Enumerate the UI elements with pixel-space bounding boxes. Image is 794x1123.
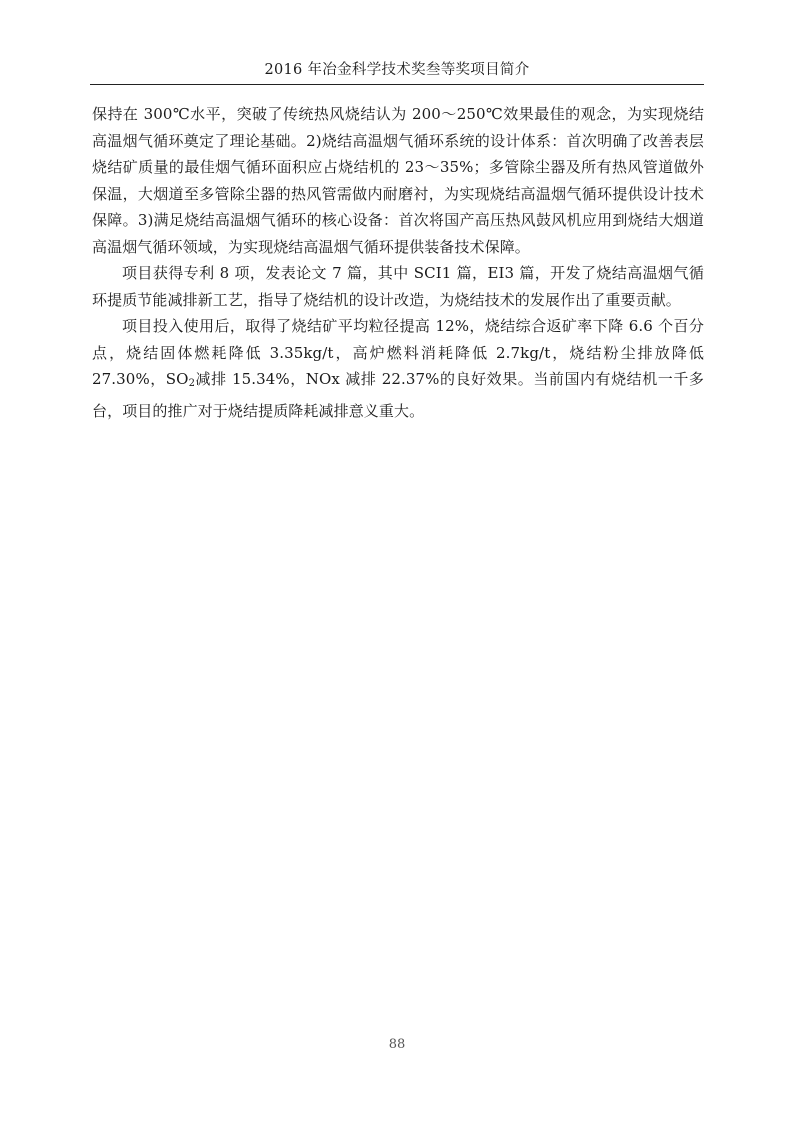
paragraph-achievements: 项目获得专利 8 项，发表论文 7 篇，其中 SCI1 篇，EI3 篇，开发了烧结高温烟气循环提质节能减排新工艺，指导了烧结机的设计改造，为烧结技术的发展作出了重要贡献。 (92, 264, 704, 309)
so2-subscript: 2 (188, 378, 196, 389)
paragraph-continuation: 保持在 300℃水平，突破了传统热风烧结认为 200～250℃效果最佳的观念，为实现烧结高温烟气循环奠定了理论基础。2)烧结高温烟气循环系统的设计体系：首次明确了改善表层烧结矿质量的最佳烟气循环面积应占烧结机的 23～35%；多管除尘器及所有热风管道做外保温，大烟道至多管除尘器的热风管需做内耐磨衬，为实现烧结高温烟气循环提供设计技术保障。3)满足烧结高温烟气循环的核心设备：首次将国产高压热风鼓风机应用到烧结大烟道高温烟气循环领域，为实现烧结高温烟气循环提供装备技术保障。 (92, 105, 704, 256)
page-number: 88 (388, 1037, 406, 1052)
header-divider (90, 84, 704, 85)
results-text-part1: 项目投入使用后，取得了烧结矿平均粒径提高 12%，烧结综合返矿率下降 6.6 个百分点，烧结固体燃耗降低 3.35kg/t，高炉燃料消耗降低 2.7kg/t，烧结粉尘排放降低 27.30%，SO (92, 317, 704, 388)
running-header: 2016 年冶金科学技术奖叁等奖项目简介 (264, 62, 530, 78)
body-text (92, 101, 704, 424)
results-text-part2: 减排 15.34%，NOx 减排 22.37%的良好效果。当前国内有烧结机一千多台，项目的推广对于烧结提质降耗减排意义重大。 (92, 370, 705, 420)
paragraph-results (92, 313, 704, 424)
